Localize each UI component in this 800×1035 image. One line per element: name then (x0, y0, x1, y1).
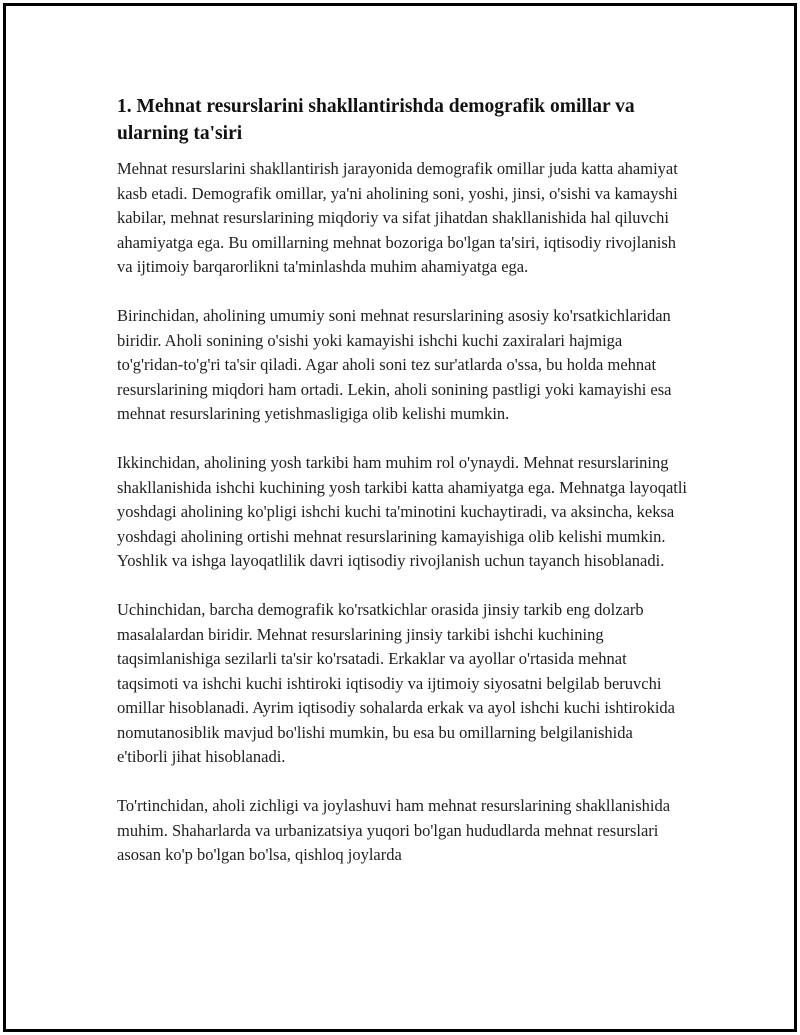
document-body (117, 93, 687, 892)
paragraph-second: Ikkinchidan, aholining yosh tarkibi ham muhim rol o'ynaydi. Mehnat resurslarining shakllanishida ishchi kuchining yosh tarkibi katta ahamiyatga ega. Mehnatga layoqatli yoshdagi aholining ko'pligi ishchi kuchi ta'minotini kuchaytiradi, va aksincha, keksa yoshdagi aholining ortishi mehnat resurslarining kamayishiga olib kelishi mumkin. Yoshlik va ishga layoqatlilik davri iqtisodiy rivojlanish uchun tayanch hisoblanadi. (117, 452, 688, 571)
paragraph-fourth: To'rtinchidan, aholi zichligi va joylashuvi ham mehnat resurslarining shakllanishida muhim. Shaharlarda va urbanizatsiya yuqori bo'lgan hududlarda mehnat resurslari asosan ko'p bo'lgan bo'lsa, qishloq joylarda (117, 796, 671, 865)
paragraph-intro: Mehnat resurslarini shakllantirish jarayonida demografik omillar juda katta ahamiyat kasb etadi. Demografik omillar, ya'ni aholining soni, yoshi, jinsi, o'sishi va kamayshi kabilar, mehnat resurslarining miqdoriy va sifat jihatdan shakllanishida hal qiluvchi ahamiyatga ega. Bu omillarning mehnat bozoriga bo'lgan ta'siri, iqtisodiy rivojlanish va ijtimoiy barqarorlikni ta'minlashda muhim ahamiyatga ega. (117, 159, 678, 277)
section-heading: 1. Mehnat resurslarini shakllantirishda demografik omillar va ularning ta'siri (117, 96, 635, 144)
paragraph-first: Birinchidan, aholining umumiy soni mehnat resurslarining asosiy ko'rsatkichlaridan biridir. Aholi sonining o'sishi yoki kamayishi ishchi kuchi zaxiralari hajmiga to'g'ridan-to'g'ri ta'sir qiladi. Agar aholi soni tez sur'atlarda o'ssa, bu holda mehnat resurslarining miqdori ham ortadi. Lekin, aholi sonining pastligi yoki kamayishi esa mehnat resurslarining yetishmasligiga olib kelishi mumkin. (117, 305, 672, 424)
paragraph-third: Uchinchidan, barcha demografik ko'rsatkichlar orasida jinsiy tarkib eng dolzarb masalalardan biridir. Mehnat resurslarining jinsiy tarkibi ishchi kuchining taqsimlanishiga sezilarli ta'sir ko'rsatadi. Erkaklar va ayollar o'rtasida mehnat taqsimoti va ishchi kuchi ishtiroki iqtisodiy va ijtimoiy siyosatni belgilab beruvchi omillar hisoblanadi. Ayrim iqtisodiy sohalarda erkak va ayol ishchi kuchi ishtirokida nomutanosiblik mavjud bo'lishi mumkin, bu esa bu omillarning belgilanishida e'tiborli jihat hisoblanadi. (117, 599, 676, 767)
